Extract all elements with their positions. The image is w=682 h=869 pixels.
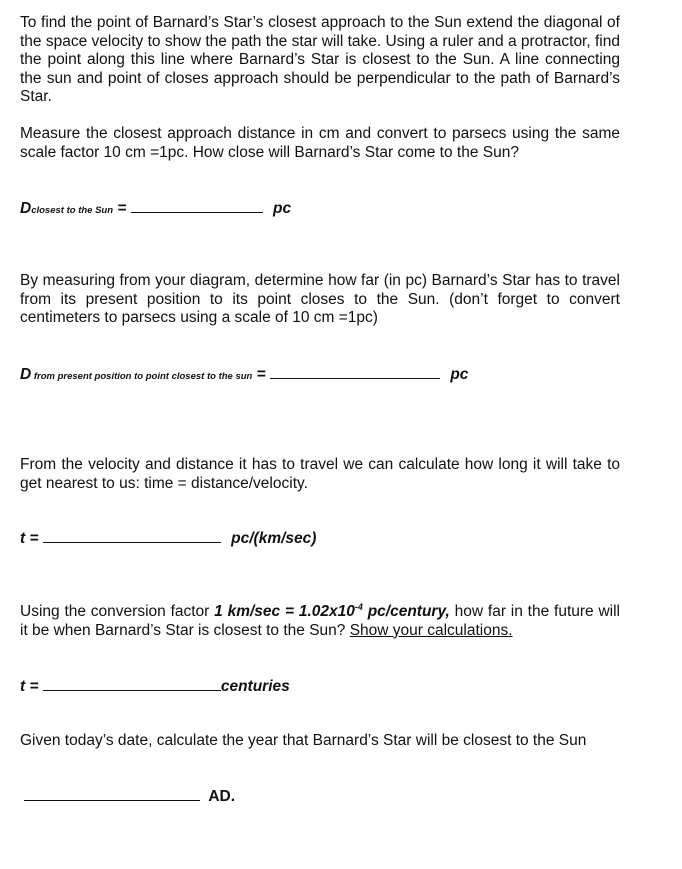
conversion-text-end: how far in the future will it be when Barnard’s Star is closest to the Sun? xyxy=(20,603,620,639)
travel-distance-blank[interactable] xyxy=(270,366,440,379)
intro-paragraph: To find the point of Barnard’s Star’s closest approach to the Sun extend the diagonal of the space velocity to show the path the star will take. Using a ruler and a protractor, find the point along this line where Barnard’s Star is closest to the Sun. A line connecting the sun and point of closes approach should be perpendicular to the path of Barnard’s Star. xyxy=(20,14,620,106)
closest-distance-blank[interactable] xyxy=(131,200,263,213)
year-answer-row xyxy=(24,788,235,807)
conversion-factor-exponent: -4 xyxy=(354,601,363,612)
year-instructions: Given today’s date, calculate the year that Barnard’s Star will be closest to the Sun xyxy=(20,732,587,749)
time-answer-row xyxy=(20,530,316,549)
distance-subscript: from present position to point closest to the sun xyxy=(31,371,253,382)
conversion-factor-unit: pc/century, xyxy=(362,603,450,620)
ad-unit: AD. xyxy=(208,788,236,805)
time-blank[interactable] xyxy=(43,530,221,543)
centuries-blank[interactable] xyxy=(43,678,221,691)
centuries-answer-row xyxy=(20,678,290,697)
year-blank[interactable] xyxy=(24,788,200,801)
time-unit: pc/(km/sec) xyxy=(231,530,317,547)
conversion-instructions xyxy=(20,603,620,640)
centuries-unit: centuries xyxy=(220,678,290,695)
time-instructions: From the velocity and distance it has to travel we can calculate how long it will take to get nearest to us: time = distance/velocity. xyxy=(20,456,620,492)
conversion-factor-main: 1 km/sec = 1.02x10 xyxy=(214,603,355,620)
show-calculations-text: Show your calculations. xyxy=(349,621,513,639)
distance-symbol: D xyxy=(20,366,32,383)
travel-distance-instructions: By measuring from your diagram, determine how far (in pc) Barnard’s Star has to travel from its present position to its point closes to the Sun. (don’t forget to convert centimeters to parsecs using a scale of 10 cm =1pc) xyxy=(20,272,620,327)
travel-distance-unit: pc xyxy=(450,366,469,383)
conversion-factor xyxy=(214,603,450,620)
equals-sign: = xyxy=(113,200,127,217)
time-label: t = xyxy=(20,530,39,547)
measure-instructions: Measure the closest approach distance in cm and convert to parsecs using the same scale factor 10 cm =1pc. How close will Barnard’s Star come to the Sun? xyxy=(20,125,620,161)
closest-distance-answer-row xyxy=(20,200,291,221)
travel-distance-answer-row xyxy=(20,366,468,387)
distance-symbol: D xyxy=(20,200,32,217)
distance-subscript: closest to the Sun xyxy=(31,205,114,216)
time-label: t = xyxy=(20,678,39,695)
equals-sign: = xyxy=(252,366,266,383)
closest-distance-unit: pc xyxy=(273,200,292,217)
conversion-text-start: Using the conversion factor xyxy=(20,603,215,620)
